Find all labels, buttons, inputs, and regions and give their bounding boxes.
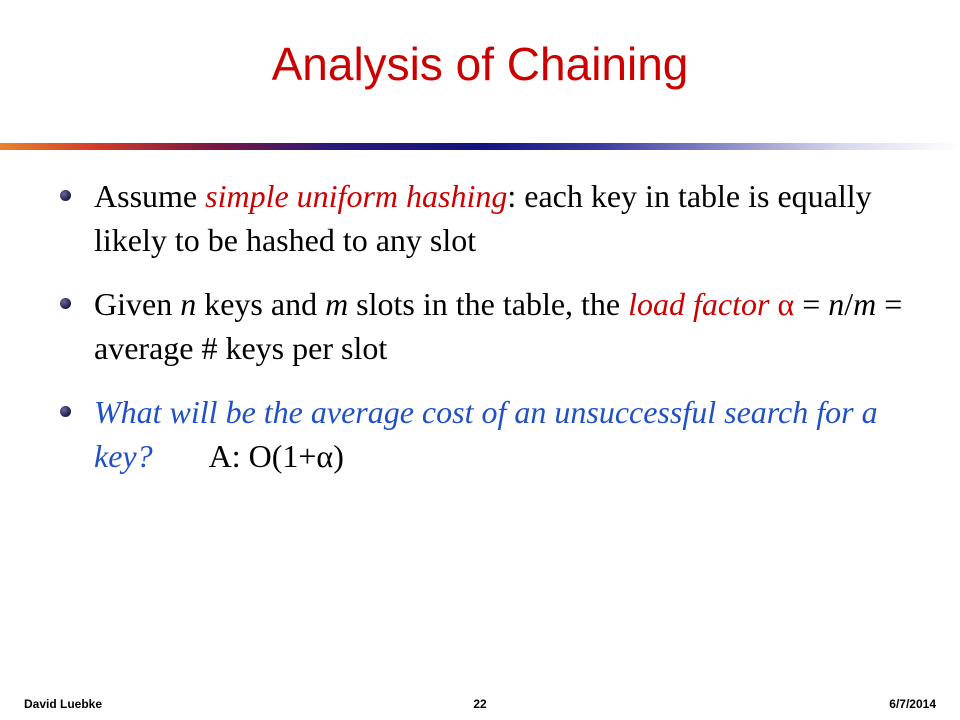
bullet-text: Assume [94, 178, 206, 214]
bullet-question [60, 390, 920, 478]
slide-title: Analysis of Chaining [271, 38, 689, 90]
bullet-dot-icon [60, 406, 71, 417]
answer-text [209, 438, 344, 474]
bullet-text: = [794, 286, 829, 322]
var-m: m [853, 286, 877, 322]
bullet-text: slots in the table, the [348, 286, 629, 322]
footer-page-number: 22 [473, 697, 487, 711]
bullet-simple-uniform-hashing [60, 174, 920, 262]
bullet-dot-icon [60, 190, 71, 201]
question-text: What will be the average cost of an unsuccessful search for a key? [94, 394, 878, 474]
title-divider [0, 143, 960, 150]
answer-suffix: ) [333, 438, 344, 474]
footer-author: David Luebke [24, 697, 103, 711]
var-m: m [325, 286, 349, 322]
bullet-text: = average # keys per slot [94, 286, 903, 366]
alpha-symbol: α [316, 438, 334, 474]
bullet-text: Given [94, 286, 181, 322]
answer-prefix: A: O(1+ [208, 438, 317, 474]
bullet-text: : each key in table is equally likely to be hashed to any slot [94, 178, 872, 258]
bullet-dot-icon [60, 298, 71, 309]
term-simple-uniform-hashing: simple uniform hashing [205, 178, 508, 214]
alpha-symbol: α [777, 286, 795, 322]
bullet-list [60, 174, 920, 498]
var-n: n [828, 286, 845, 322]
bullet-text: keys and [196, 286, 326, 322]
var-n: n [180, 286, 197, 322]
term-load-factor: load factor [628, 286, 778, 322]
slash: / [844, 286, 854, 322]
bullet-load-factor [60, 282, 920, 370]
footer-date: 6/7/2014 [889, 697, 936, 711]
